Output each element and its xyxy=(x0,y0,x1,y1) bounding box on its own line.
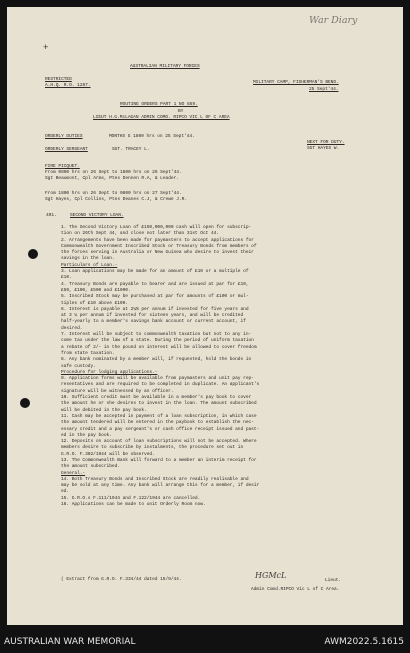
fire-picquet-line: Sgt Hayes, Cpl Collins, Ptes Deanes C.J, & Crewe J.R. xyxy=(45,197,187,202)
section-body xyxy=(61,225,395,508)
body-line: 10. Sufficient credit must be available in a member's pay book to cover xyxy=(61,395,252,401)
orderly-duties-text: MONTHS G 1800 hrs on 25 Sept'44. xyxy=(109,134,195,139)
section-heading: SECOND VICTORY LOAN. xyxy=(70,213,124,218)
body-line: 14. Both Treasury Bonds and Inscribed Stock are readily realisable and xyxy=(61,476,249,482)
body-line: 6. Interest is payable at 2¼% per annum if invested for five years and xyxy=(61,306,249,312)
body-line: the amount tendered will be entered in the paybook to establish the nec- xyxy=(61,420,254,426)
body-line: 5. Inscribed Stock may be purchased at par for amounts of £100 or mul- xyxy=(61,294,249,300)
body-line: 15. G.R.O.s F.111/1944 and F.122/1944 are cancelled. xyxy=(61,495,201,501)
orders-title: ROUTINE ORDERS PART 1 NO 859. xyxy=(120,102,198,107)
camp-name: MILITARY CAMP, FISHERMAN'S BEND. xyxy=(253,80,339,85)
body-line: 8. Any bank nominated by a member will, if requested, hold the bonds in xyxy=(61,357,252,363)
body-line: tiples of £10 above £100. xyxy=(61,300,128,306)
subsection-heading: Procedure for lodging applications.- xyxy=(61,369,158,375)
by-label: BY xyxy=(178,109,184,114)
body-line: desired. xyxy=(61,325,83,331)
signatory-title: Admin Comd.RIPCO Vic L of C Area. xyxy=(251,587,340,592)
document-title: AUSTRALIAN MILITARY FORCES xyxy=(130,64,200,69)
body-line: will be debited in the pay book. xyxy=(61,407,147,413)
body-line: 4. Treasury Bonds are payable to bearer and are issued at par for £10, xyxy=(61,281,249,287)
margin-handwritten-note: War Diary xyxy=(309,15,358,26)
body-line: from state taxation. xyxy=(61,350,115,356)
fire-picquet-line: From 0800 hrs on 26 Sept to 1800 hrs on 26 Sept'44. xyxy=(45,170,182,175)
footer-source: AUSTRALIAN WAR MEMORIAL xyxy=(4,637,136,647)
body-line: 16. Applications can be made to unit Orderly Room now. xyxy=(61,502,206,508)
orderly-sergeant-text: SGT. TRACEY L. xyxy=(112,147,150,152)
body-line: Commonwealth Government Inscribed Stock or Treasury Bonds from members of xyxy=(61,243,257,249)
body-line: half-yearly to a member's savings bank account or current account, if xyxy=(61,319,246,325)
punch-hole-lower xyxy=(20,398,30,408)
orderly-duties-label: ORDERLY DUTIES xyxy=(45,134,83,139)
body-line: 13. The Commonwealth Bank will forward to a member an interim receipt for xyxy=(61,457,257,463)
body-line: 1. The Second Victory Loan of £150,000,000 cash will open for subscrip- xyxy=(61,225,252,230)
subsection-heading: Particulars of Loan.- xyxy=(61,262,118,268)
punch-hole-upper xyxy=(28,249,38,259)
body-line: 11. Cash may be accepted in payment of a loan subscription, in which case xyxy=(61,413,257,419)
signature-mark: HGMcL xyxy=(255,571,287,580)
body-line: signature will be witnessed by an officer. xyxy=(61,388,174,394)
body-line: 2. Arrangements have been made for paymasters to accept applications for xyxy=(61,237,254,243)
body-line: ed in the pay book. xyxy=(61,432,112,438)
document-page xyxy=(7,7,403,625)
ahq-ref: A.H.Q. R.O. 1287. xyxy=(45,83,91,88)
cross-mark: + xyxy=(43,43,49,53)
body-line: essary credit and a pay sergeant's or cash office receipt issued and past- xyxy=(61,426,260,432)
body-line: at 3 ¼ per annum if invested for sixteen years, and will be credited xyxy=(61,313,244,319)
body-line: the amount he or she desires to invest in the loan. The amount subscribed xyxy=(61,401,257,407)
body-line: ed. xyxy=(61,489,70,495)
archive-footer xyxy=(0,633,410,653)
next-for-duty-name: SGT HAYES W. xyxy=(307,146,340,151)
body-line: tion on 26th Sept 44, and close not later than 31st Oct 44. xyxy=(61,231,220,237)
extract-note: ( Extract from G.R.O. F.334/44 dated 15/9/44. xyxy=(61,577,182,582)
subsection-heading: General.- xyxy=(61,470,86,476)
body-line: the amount subscribed. xyxy=(61,464,120,470)
body-line: £50, £100, £500 and £1000. xyxy=(61,287,131,293)
body-line: resentatives and are required to be completed in duplicate. An applicant's xyxy=(61,382,260,388)
body-line: the forces serving in Australia or New Guinea who desire to invest their xyxy=(61,250,254,256)
body-line: 9. Application forms will be available from paymasters and unit pay rep- xyxy=(61,376,254,382)
body-line: safe custody. xyxy=(61,363,96,369)
body-line: 7. Interest will be subject to commonwealth taxation but not to any in- xyxy=(61,332,252,338)
commander-line: LIEUT H.G.McLAGAN ADMIN COMD. RIPCO VIC L OF C AREA xyxy=(93,115,230,120)
fire-picquet-line: From 1800 hrs on 26 Sept to 0800 hrs on 27 Sept'44. xyxy=(45,191,182,196)
body-line: G.R.O. F.302/1944 will be observed. xyxy=(61,451,155,457)
fire-picquet-line: Sgt Beaumont, Cpl Arms, Ptes Dennen R.A, & Leader. xyxy=(45,176,179,181)
body-line: £10. xyxy=(61,275,72,281)
body-line: members desire to subscribe by instalments, the procedure set out in xyxy=(61,445,244,451)
fire-picquet-heading: FIRE PICQUET. xyxy=(45,164,80,169)
footer-accession: AWM2022.5.1615 xyxy=(324,637,404,647)
order-date: 25 Sept'44. xyxy=(309,87,339,92)
body-line: a rebate of 2/- in the pound on interest will be allowed to cover freedom xyxy=(61,344,257,350)
signatory-rank: Lieut. xyxy=(325,578,342,583)
section-number: 491. xyxy=(46,213,57,218)
body-line: savings in the loan. xyxy=(61,256,115,262)
restricted-label: RESTRICTED xyxy=(45,77,72,82)
orderly-sergeant-label: ORDERLY SERGEANT xyxy=(45,147,88,152)
body-line: 3. Loan applications may be made for an amount of £10 or a multiple of xyxy=(61,269,249,275)
body-line: may be sold at any time. Any bank will arrange this for a member, if desir xyxy=(61,483,260,489)
body-line: come tax under the law of a state. During the period of uniform taxation xyxy=(61,338,254,344)
body-line: 12. Deposits on account of loan subscriptions will not be accepted. Where xyxy=(61,439,257,445)
next-for-duty-label: NEXT FOR DUTY. xyxy=(307,140,345,145)
